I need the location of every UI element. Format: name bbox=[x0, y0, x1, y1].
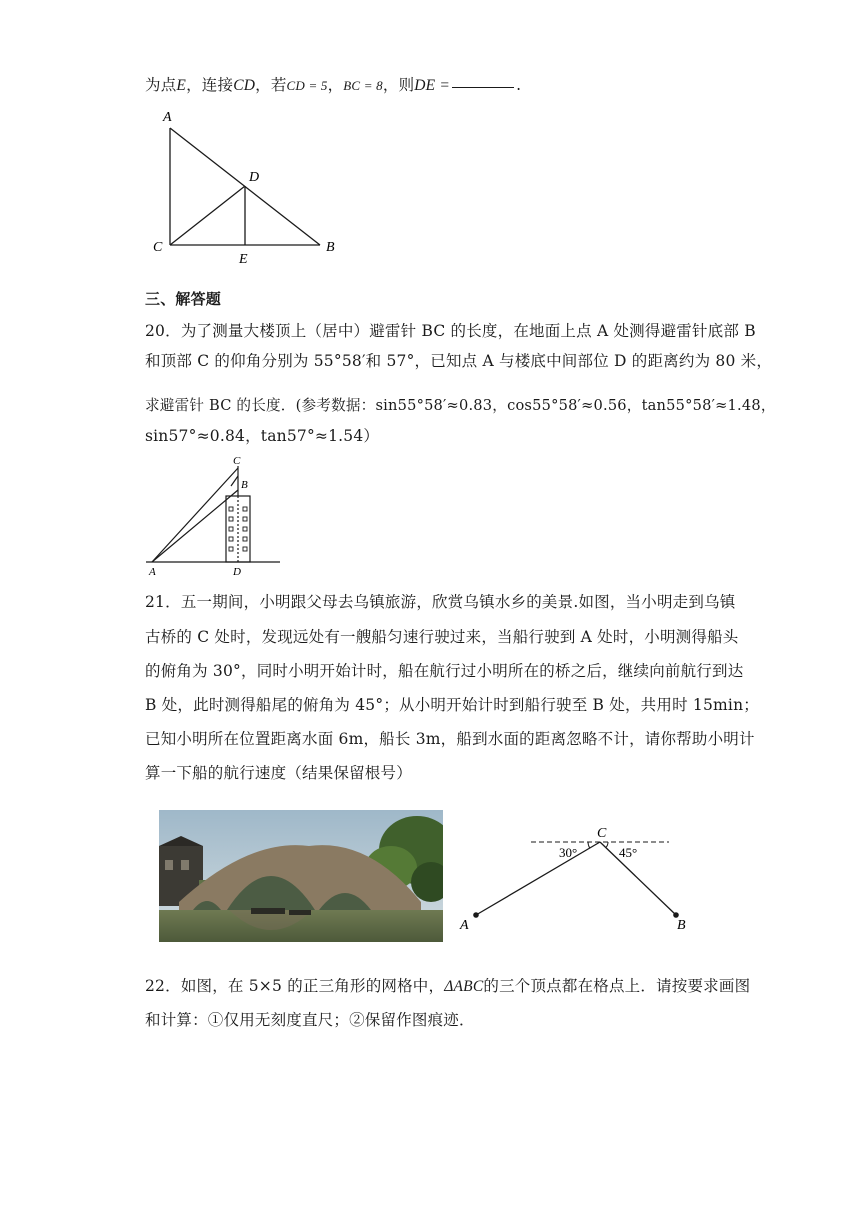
fig20-rod-brace bbox=[231, 476, 238, 486]
q22-line-2: 和计算：①仅用无刻度直尺；②保留作图痕迹． bbox=[145, 1011, 475, 1029]
fig20-label-d: D bbox=[233, 566, 241, 577]
q22-text-pre: 22．如图，在 5×5 的正三角形的网格中， bbox=[145, 977, 445, 995]
fig19-segment-cd bbox=[170, 186, 245, 245]
q20-line-2: 和顶部 C 的仰角分别为 55°58′和 57°，已知点 A 与楼底中间部位 D 的距离约为 80 米， bbox=[145, 352, 773, 370]
bridge-photo bbox=[159, 810, 443, 942]
q20-line-3: 求避雷针 BC 的长度．(参考数据：sin55°58′≈0.83，cos55°58′≈0.56，tan55°58′≈1.48， bbox=[145, 397, 776, 414]
q21-line-4: B 处，此时测得船尾的俯角为 45°；从小明开始计时到船行驶至 B 处，共用时 15min； bbox=[145, 696, 759, 714]
fig20-label-c: C bbox=[233, 455, 241, 467]
fig21-line-cb bbox=[600, 842, 676, 915]
fig21-angle-45: 45° bbox=[619, 845, 638, 860]
q19-text-pre: 为点 bbox=[145, 76, 177, 94]
q19-target: DE = bbox=[414, 77, 451, 94]
fig21-label-a: A bbox=[460, 918, 469, 933]
q19-text-end: . bbox=[516, 76, 522, 94]
q19-line bbox=[145, 73, 521, 95]
q19-text-sep1: ，若 bbox=[255, 76, 287, 94]
q19-text-mid: ，连接 bbox=[186, 76, 234, 94]
q22-triangle-symbol: ΔABC bbox=[444, 978, 484, 995]
q19-cond-bc: BC = 8 bbox=[343, 78, 383, 93]
q20-line-4: sin57°≈0.84，tan57°≈1.54） bbox=[145, 427, 380, 445]
fig21-angle-diagram bbox=[455, 820, 705, 940]
q21-line-1: 21．五一期间，小明跟父母去乌镇旅游，欣赏乌镇水乡的美景.如图，当小明走到乌镇 bbox=[145, 593, 736, 611]
q19-answer-blank bbox=[452, 86, 514, 88]
q20-line-1: 20．为了测量大楼顶上（居中）避雷针 BC 的长度，在地面上点 A 处测得避雷针底部 B bbox=[145, 322, 756, 340]
fig19-label-d: D bbox=[249, 170, 260, 185]
fig19-label-e: E bbox=[239, 252, 248, 267]
fig19-label-a: A bbox=[163, 110, 172, 125]
fig20-sight-line-c bbox=[152, 468, 238, 562]
q21-line-5: 已知小明所在位置距离水面 6m，船长 3m，船到水面的距离忽略不计，请你帮助小明计 bbox=[145, 730, 755, 748]
q21-line-6: 算一下船的航行速度（结果保留根号） bbox=[145, 764, 412, 782]
fig20-label-b: B bbox=[241, 479, 248, 491]
q21-line-3: 的俯角为 30°，同时小明开始计时，船在航行过小明所在的桥之后，继续向前航行到达 bbox=[145, 662, 744, 680]
fig19-label-c: C bbox=[153, 240, 163, 255]
fig19-label-b: B bbox=[326, 240, 335, 255]
fig21-point-a bbox=[473, 912, 479, 918]
fig20-building-diagram bbox=[140, 452, 290, 577]
q19-var-e: E bbox=[176, 77, 187, 94]
fig21-point-b bbox=[673, 912, 679, 918]
q19-text-sep3: ，则 bbox=[382, 76, 415, 94]
section-heading: 三、解答题 bbox=[145, 290, 222, 308]
q22-text-post: 的三个顶点都在格点上．请按要求画图 bbox=[483, 977, 751, 995]
fig21-line-ca bbox=[476, 842, 600, 915]
fig20-label-a: A bbox=[149, 566, 156, 577]
q19-text-sep2: ， bbox=[327, 76, 344, 94]
q21-line-2: 古桥的 C 处时，发现远处有一艘船匀速行驶过来，当船行驶到 A 处时，小明测得船头 bbox=[145, 628, 739, 646]
fig20-sight-line-b bbox=[152, 490, 238, 562]
fig21-label-b: B bbox=[677, 918, 686, 933]
q19-cond-cd: CD = 5 bbox=[286, 78, 328, 93]
fig21-angle-30: 30° bbox=[559, 845, 578, 860]
q19-var-cd: CD bbox=[233, 77, 256, 94]
q22-line-1 bbox=[145, 974, 750, 996]
fig19-triangle-diagram bbox=[140, 100, 360, 275]
fig21-label-c: C bbox=[597, 826, 607, 841]
